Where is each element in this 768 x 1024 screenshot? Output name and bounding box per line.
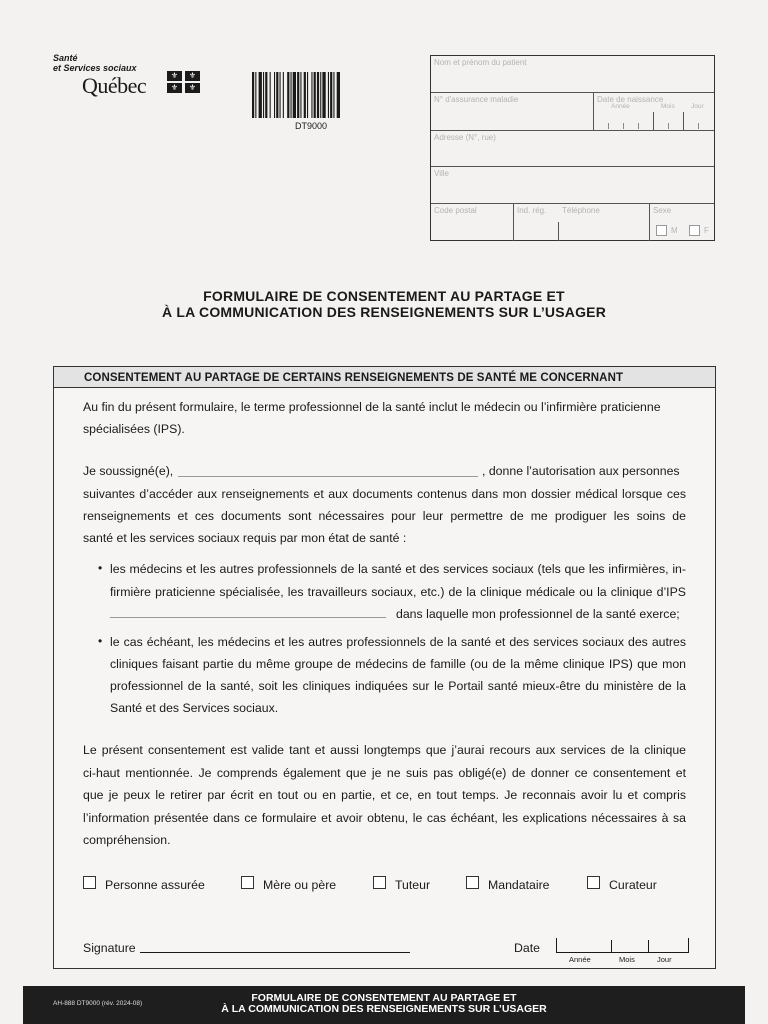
undersigned-continuation: , donne l’autorisation aux personnes — [482, 464, 680, 478]
sex-m-checkbox[interactable] — [656, 225, 667, 236]
bullet-2-line1: le cas échéant, les médecins et les autres professionnels de la santé et des services sociaux des autres — [110, 635, 686, 649]
barcode-label: DT9000 — [294, 121, 328, 131]
birth-year-label: Année — [611, 103, 630, 110]
city-label: Ville — [434, 169, 449, 178]
checkbox-personne-assuree[interactable] — [83, 876, 96, 889]
sex-m-label: M — [671, 226, 678, 235]
fleur-de-lys-flag-icon: ⚜ ⚜ ⚜ ⚜ — [167, 71, 201, 93]
authorization-text-line2: renseignements et ces documents sont nécessaires pour leur permettre de me prodiguer les soins de — [83, 509, 686, 523]
checkbox-label-curateur: Curateur — [609, 878, 657, 892]
footer-title-line2: À LA COMMUNICATION DES RENSEIGNEMENTS SUR L’USAGER — [221, 1003, 547, 1015]
date-month-label: Mois — [619, 955, 635, 964]
checkbox-label-mere-ou-pere: Mère ou père — [263, 878, 337, 892]
birth-month-label: Mois — [661, 103, 675, 110]
authorization-text-line1: suivantes d’accéder aux renseignements et aux documents contenus dans mon dossier médical lorsque ces — [83, 487, 686, 501]
address-label: Adresse (N°, rue) — [434, 133, 496, 142]
patient-name-field-label: Nom et prénom du patient — [434, 58, 527, 67]
validity-text-line1: Le présent consentement est valide tant et aussi longtemps que j’aurai recours aux services de la clinique — [83, 743, 686, 757]
postal-code-label: Code postal — [434, 206, 477, 215]
date-year-label: Année — [569, 955, 591, 964]
bullet-1-line3: dans laquelle mon professionnel de la santé exerce; — [396, 607, 680, 621]
validity-text-line2: ci-haut mentionnée. Je comprends également que je ne suis pas obligé(e) de donner ce consentement et — [83, 766, 686, 780]
bullet-2-marker: • — [98, 634, 103, 648]
date-day-label: Jour — [657, 955, 672, 964]
checkbox-label-tuteur: Tuteur — [395, 878, 431, 892]
footer-title — [23, 993, 745, 1015]
sex-label: Sexe — [653, 206, 672, 215]
undersigned-label: Je soussigné(e), — [83, 464, 174, 478]
intro-text-line2: spécialisées (IPS). — [83, 422, 185, 436]
birth-day-label: Jour — [691, 103, 704, 110]
clinic-name-field[interactable] — [110, 617, 386, 618]
date-field[interactable] — [556, 938, 689, 953]
bullet-2-line4: Santé et des Services sociaux. — [110, 701, 279, 715]
checkbox-label-mandataire: Mandataire — [488, 878, 550, 892]
footer-title-line1: FORMULAIRE DE CONSENTEMENT AU PARTAGE ET — [251, 992, 517, 1004]
checkbox-mandataire[interactable] — [466, 876, 479, 889]
bullet-1-line1: les médecins et les autres professionnels de la santé et des services sociaux (tels que les infirmières, in- — [110, 562, 686, 576]
sex-f-label: F — [704, 226, 709, 235]
checkbox-mere-ou-pere[interactable] — [241, 876, 254, 889]
barcode-icon — [252, 72, 370, 118]
footer-form-code: AH-888 DT9000 (rév. 2024-08) — [53, 1000, 143, 1007]
area-code-label: Ind. rég. — [517, 206, 547, 215]
logo-line-sante: Santé — [53, 53, 78, 63]
telephone-label: Téléphone — [562, 206, 600, 215]
bullet-2-line2: cliniques faisant partie du même groupe de médecins de famille (ou de la même clinique IPS) que mon — [110, 657, 686, 671]
checkbox-curateur[interactable] — [587, 876, 600, 889]
validity-text-line3: que je peux le retirer par écrit en tout ou en partie, et ce, en tout temps. Je reconnais avoir lu et compris — [83, 788, 686, 802]
authorization-text-line3: santé et les services sociaux requis par mon état de santé : — [83, 531, 407, 545]
patient-identification-box — [430, 55, 715, 241]
intro-text-line1: Au fin du présent formulaire, le terme professionnel de la santé inclut le médecin ou l’infirmière praticienne — [83, 400, 661, 414]
date-label: Date — [514, 941, 540, 955]
checkbox-label-personne-assuree: Personne assurée — [105, 878, 205, 892]
bullet-1-line2: firmière praticienne spécialisée, les travailleurs sociaux, etc.) de la clinique médicale ou la clinique d’IPS — [110, 585, 686, 599]
footer-bar — [23, 986, 745, 1024]
form-title-line1: FORMULAIRE DE CONSENTEMENT AU PARTAGE ET — [203, 288, 565, 304]
logo-quebec-wordmark: Québec — [82, 73, 147, 98]
checkbox-tuteur[interactable] — [373, 876, 386, 889]
signature-label: Signature — [83, 941, 136, 955]
signature-field[interactable] — [140, 952, 410, 953]
consent-section-header: CONSENTEMENT AU PARTAGE DE CERTAINS RENSEIGNEMENTS DE SANTÉ ME CONCERNANT — [53, 366, 716, 388]
sex-f-checkbox[interactable] — [689, 225, 700, 236]
health-insurance-number-label: N° d'assurance maladie — [434, 95, 519, 104]
validity-text-line4: l’information présentée dans ce formulaire et avoir obtenu, le cas échéant, les explications nécessaires à sa — [83, 811, 686, 825]
validity-text-line5: compréhension. — [83, 833, 171, 847]
logo-ministry-name — [53, 53, 137, 73]
bullet-2-line3: professionnel de la santé, soit les cliniques indiquées sur le Portail santé mieux-être du ministère de la — [110, 679, 686, 693]
birth-date-label: Date de naissance — [597, 95, 664, 104]
undersigned-name-field[interactable] — [178, 476, 478, 477]
bullet-1-marker: • — [98, 561, 103, 575]
form-title-line2: À LA COMMUNICATION DES RENSEIGNEMENTS SUR L’USAGER — [161, 304, 607, 320]
logo-line-services: et Services sociaux — [53, 63, 137, 73]
